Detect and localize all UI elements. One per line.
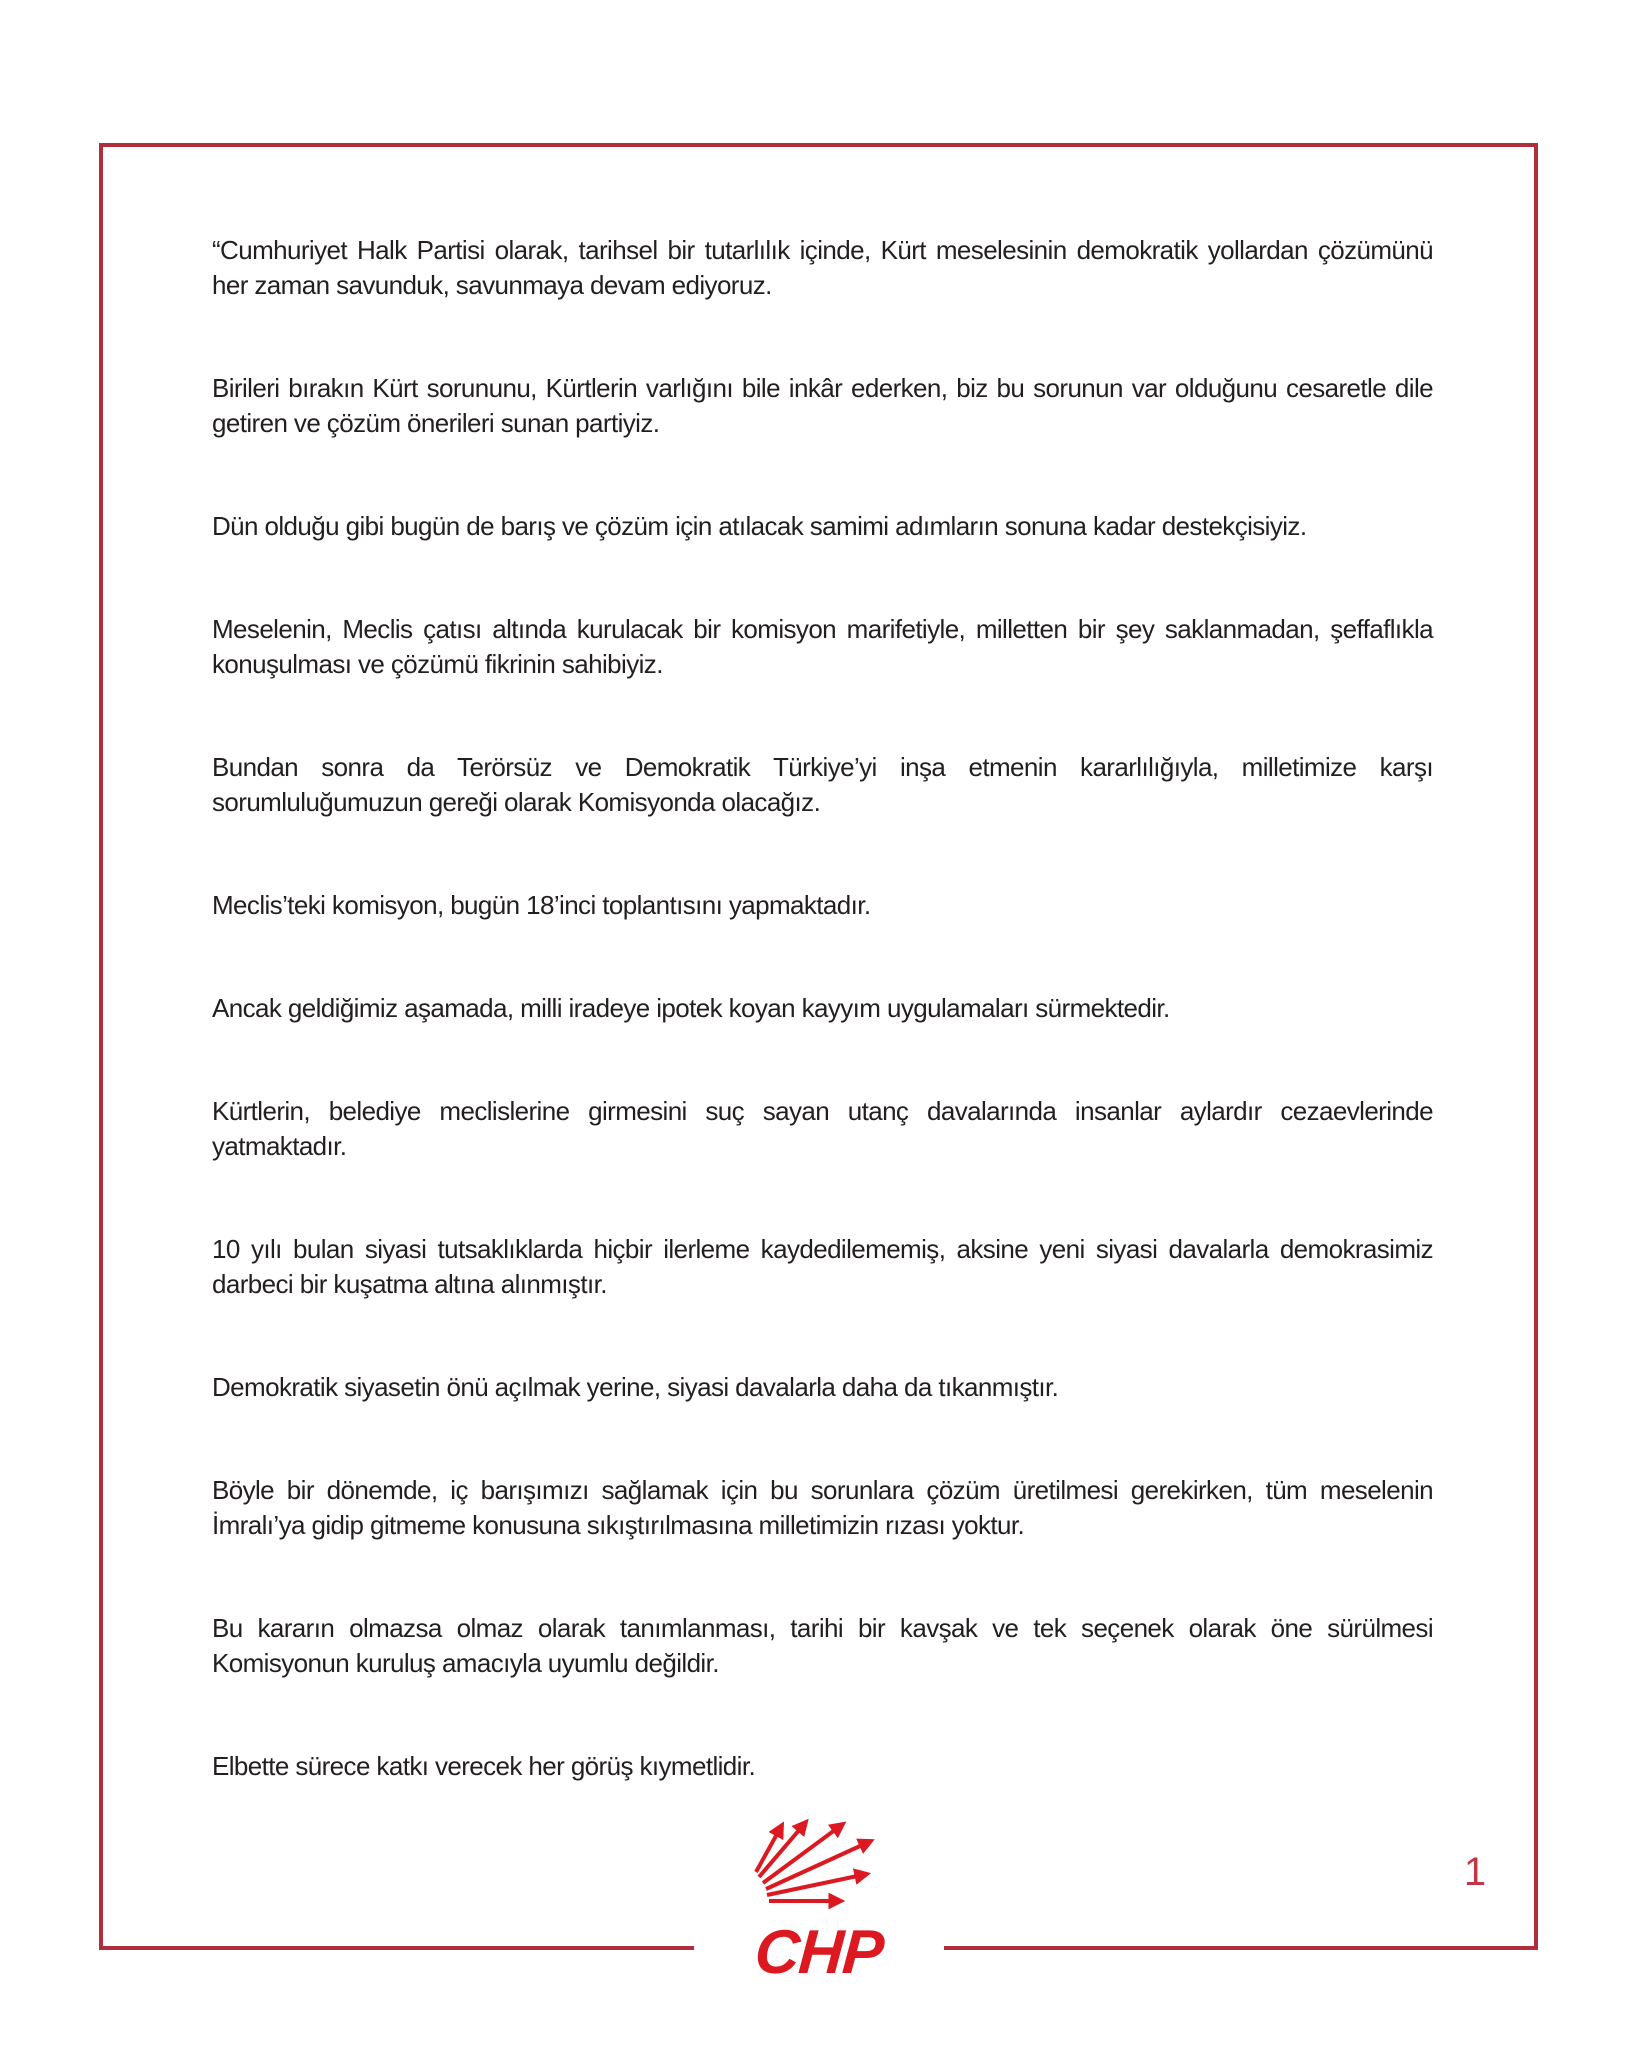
chp-wordmark: CHP [752, 1918, 886, 1987]
paragraph: Böyle bir dönemde, iç barışımızı sağlamak için bu sorunlara çözüm üretilmesi gerekirken, tüm meselenin İmralı’ya gidip gitmeme konusuna sıkıştırılmasına milletimizin rızası yoktur. [212, 1475, 1433, 1540]
paragraph: Elbette sürece katkı verecek her görüş kıymetlidir. [212, 1751, 756, 1781]
paragraph: 10 yılı bulan siyasi tutsaklıklarda hiçbir ilerleme kaydedilememiş, aksine yeni siyasi davalarla demokrasimiz darbeci bir kuşatma altına alınmıştır. [212, 1234, 1433, 1299]
paragraph: Bu kararın olmazsa olmaz olarak tanımlanması, tarihi bir kavşak ve tek seçenek olarak öne sürülmesi Komisyonun kuruluş amacıyla uyumlu değildir. [212, 1613, 1433, 1678]
paragraph: Demokratik siyasetin önü açılmak yerine, siyasi davalarla daha da tıkanmıştır. [212, 1372, 1059, 1402]
paragraph: Ancak geldiğimiz aşamada, milli iradeye ipotek koyan kayyım uygulamaları sürmektedir. [212, 993, 1170, 1023]
paragraph: Meselenin, Meclis çatısı altında kurulacak bir komisyon marifetiyle, milletten bir şey saklanmadan, şeffaflıkla konuşulması ve çözümü fikrinin sahibiyiz. [212, 614, 1433, 679]
page-number: 1 [1463, 1850, 1487, 1894]
paragraph: Bundan sonra da Terörsüz ve Demokratik Türkiye’yi inşa etmenin kararlılığıyla, milletimize karşı sorumluluğumuzun gereği olarak Komisyonda olacağız. [212, 752, 1433, 817]
six-arrows-icon [694, 1795, 944, 1925]
document-body [212, 233, 1433, 1852]
paragraph: Birileri bırakın Kürt sorununu, Kürtlerin varlığını bile inkâr ederken, biz bu sorunun var olduğunu cesaretle dile getiren ve çözüm önerileri sunan partiyiz. [212, 373, 1433, 438]
paragraph: Kürtlerin, belediye meclislerine girmesini suç sayan utanç davalarında insanlar aylardır cezaevlerinde yatmaktadır. [212, 1096, 1433, 1161]
paragraph: “Cumhuriyet Halk Partisi olarak, tarihsel bir tutarlılık içinde, Kürt meselesinin demokratik yollardan çözümünü her zaman savunduk, savunmaya devam ediyoruz. [212, 235, 1433, 300]
paragraph: Meclis’teki komisyon, bugün 18’inci toplantısını yapmaktadır. [212, 890, 871, 920]
chp-logo [694, 1795, 944, 2030]
paragraph: Dün olduğu gibi bugün de barış ve çözüm için atılacak samimi adımların sonuna kadar destekçisiyiz. [212, 511, 1307, 541]
